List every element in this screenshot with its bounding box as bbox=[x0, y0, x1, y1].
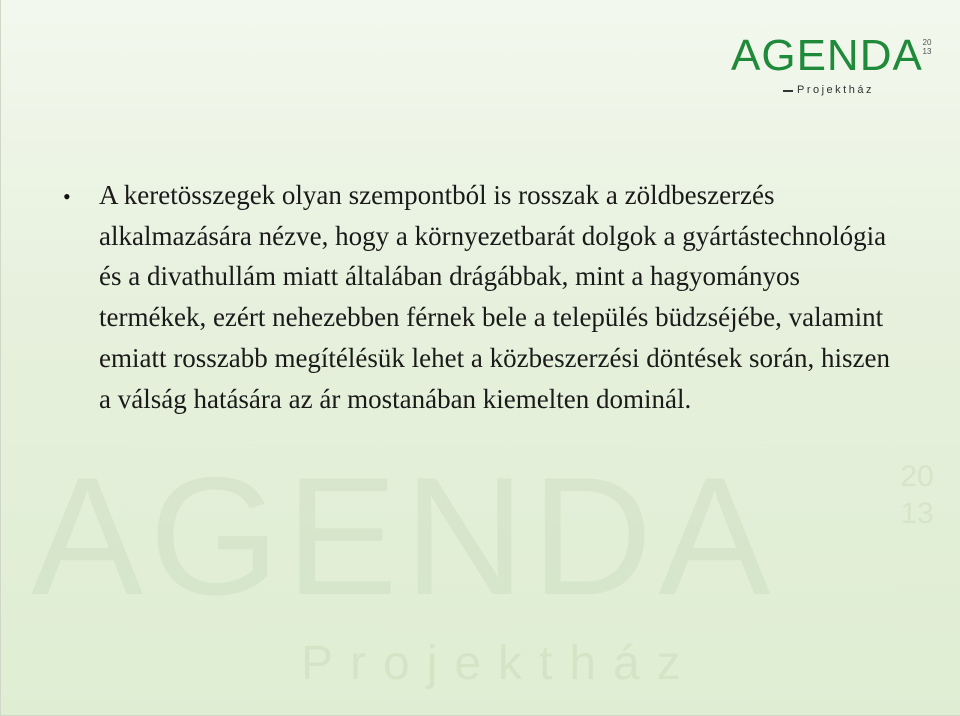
agenda-logo bbox=[731, 31, 936, 104]
bullet-marker: • bbox=[63, 184, 71, 209]
slide-content bbox=[63, 175, 904, 419]
watermark-logo-year: 2013 bbox=[900, 460, 934, 530]
body-paragraph: A keretösszegek olyan szempontból is rosszak a zöldbeszerzés alkalmazására nézve, hogy a környezetbarát dolgok a gyártástechnológia és a divathullám miatt általában drágábbak, mint a hagyományos termékek, ezért nehezebben férnek bele a település büdzséjébe, valamint emiatt rosszabb megítélésük lehet a közbeszerzési döntések során, hiszen a válság hatására az ár mostanában kiemelten dominál. bbox=[99, 180, 890, 414]
logo-word: AGENDA bbox=[731, 31, 923, 80]
logo-year: 2013 bbox=[922, 38, 932, 56]
logo-subtitle: Projektház bbox=[797, 84, 874, 96]
watermark-logo-word: AGENDA bbox=[31, 442, 777, 630]
logo-rule bbox=[783, 90, 793, 92]
watermark-logo-subtitle: Projektház bbox=[301, 637, 698, 690]
